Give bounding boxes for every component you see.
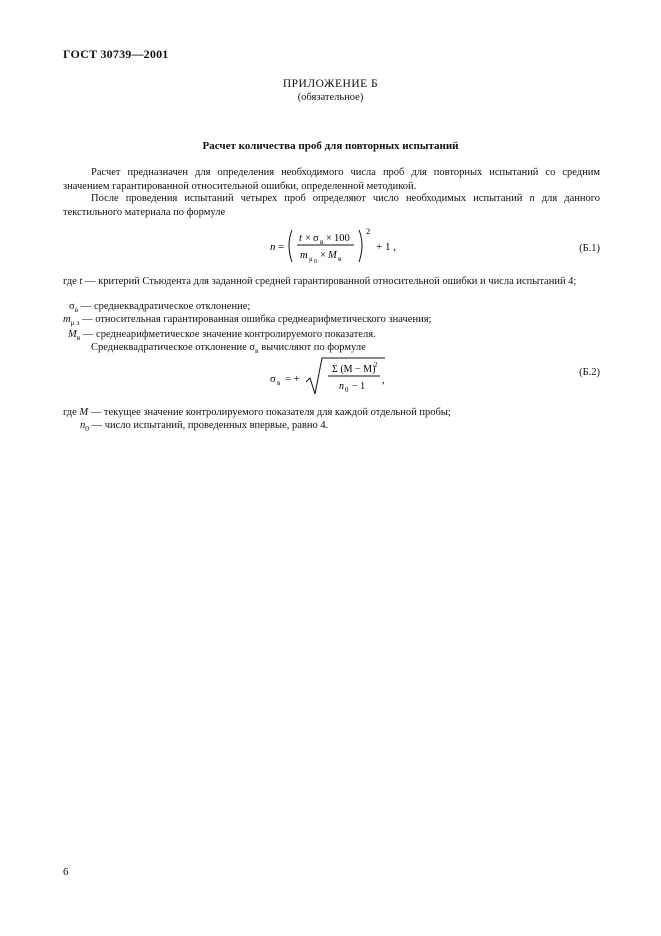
paragraph-procedure — [63, 192, 600, 219]
formula-b2-number: (Б.2) — [579, 367, 600, 378]
definition-M-text: — среднеарифметическое значение контролируемого показателя. — [82, 329, 376, 340]
formula-b1-left-paren — [289, 230, 292, 262]
definition-n0-symbol: n — [80, 420, 86, 431]
definition-M-current-symbol: M — [79, 407, 89, 418]
formula-b1-mu-sub: 0 — [314, 259, 317, 265]
formula-b2 — [270, 356, 400, 400]
definition-m-symbol: m — [63, 314, 71, 325]
definition-m-text: — относительная гарантированная ошибка среднеарифметического значения; — [82, 314, 432, 325]
definition-t-symbol: t — [79, 276, 83, 287]
formula-b1-M-sub: в — [338, 255, 342, 263]
paragraph-sigma-intro-sub: в — [255, 346, 259, 356]
formula-b2-sigma-sub: в — [277, 379, 281, 387]
formula-b1-sigma-sub: в — [320, 238, 324, 246]
formula-b1-M: M — [328, 250, 337, 261]
paragraph-purpose: Расчет предназначен для определения необходимого числа проб для повторных испытаний со средним значением гарантированной относительной ошибки, определенной методикой. — [63, 167, 600, 192]
formula-b2-numerator: Σ (M − M) — [332, 364, 376, 375]
variable-n: n — [529, 193, 535, 204]
definition2-lead-where: где — [63, 407, 77, 418]
formula-b2-den-tail: − 1 — [352, 381, 366, 392]
formula-b2-exponent: 2 — [374, 361, 378, 369]
definition-m-subscript: μ з — [70, 318, 80, 328]
definition-M-subscript: в — [76, 333, 81, 343]
definition-sigma-subscript: в — [74, 305, 79, 315]
formula-b1-hundred: 100 — [334, 233, 350, 244]
appendix-title: ПРИЛОЖЕНИЕ Б — [282, 78, 379, 90]
formula-b2-eq: = + — [285, 374, 300, 385]
section-title: Расчет количества проб для повторных испытаний — [202, 140, 459, 152]
definition-n0-text: — число испытаний, проведенных впервые, равно 4. — [91, 420, 329, 431]
formula-b1-times-3: × — [320, 250, 326, 261]
formula-b1-number: (Б.1) — [579, 243, 600, 254]
formula-b1 — [270, 226, 420, 270]
document-header: ГОСТ 30739—2001 — [63, 47, 169, 61]
formula-b2-den-sub: 0 — [345, 386, 349, 394]
definition-M-symbol: M — [68, 329, 77, 340]
definition-M-current-text: — текущее значение контролируемого показателя для каждой отдельной пробы; — [90, 407, 451, 418]
formula-b1-right-paren — [359, 230, 362, 262]
formula-b1-eq: = — [278, 241, 285, 253]
definition-n0-subscript: 0 — [85, 424, 89, 434]
page-number: 6 — [63, 866, 69, 878]
formula-b1-m: m — [300, 250, 308, 261]
formula-b1-times-1: × — [305, 233, 311, 244]
formula-b2-sigma: σ — [270, 374, 276, 385]
formula-b2-comma: , — [382, 375, 385, 386]
formula-b1-t: t — [299, 233, 302, 244]
paragraph-procedure-end: для данного текстильного материала по формуле — [63, 193, 601, 218]
formula-b1-exponent: 2 — [366, 226, 371, 236]
definition-M-current — [63, 406, 600, 420]
paragraph-sigma-intro — [63, 341, 600, 356]
formula-b2-den-n: n — [339, 381, 344, 392]
formula-b1-plus-one: + 1 , — [376, 241, 396, 253]
definition-sigma-symbol: σ — [69, 301, 75, 312]
paragraph-procedure-start: После проведения испытаний четырех проб определяют число необходимых испытаний — [91, 193, 523, 204]
formula-b1-mu: μ — [309, 255, 313, 263]
paragraph-sigma-intro-text: Среднеквадратическое отклонение σ — [91, 342, 256, 353]
formula-b1-times-2: × — [326, 233, 332, 244]
definition-lead-where: где — [63, 276, 77, 287]
formula-b1-sigma: σ — [313, 233, 319, 244]
definition-sigma-text: — среднеквадратическое отклонение; — [80, 301, 251, 312]
appendix-subtitle: (обязательное) — [297, 92, 364, 103]
formula-b1-lhs: n — [270, 241, 276, 253]
paragraph-sigma-intro-end: вычисляют по формуле — [261, 342, 366, 353]
definition-t — [63, 275, 600, 289]
definition-n0 — [80, 419, 617, 434]
definition-t-text: — критерий Стьюдента для заданной средней гарантированной относительной ошибки и числа испытаний 4; — [84, 276, 577, 287]
definition-m — [63, 313, 600, 328]
